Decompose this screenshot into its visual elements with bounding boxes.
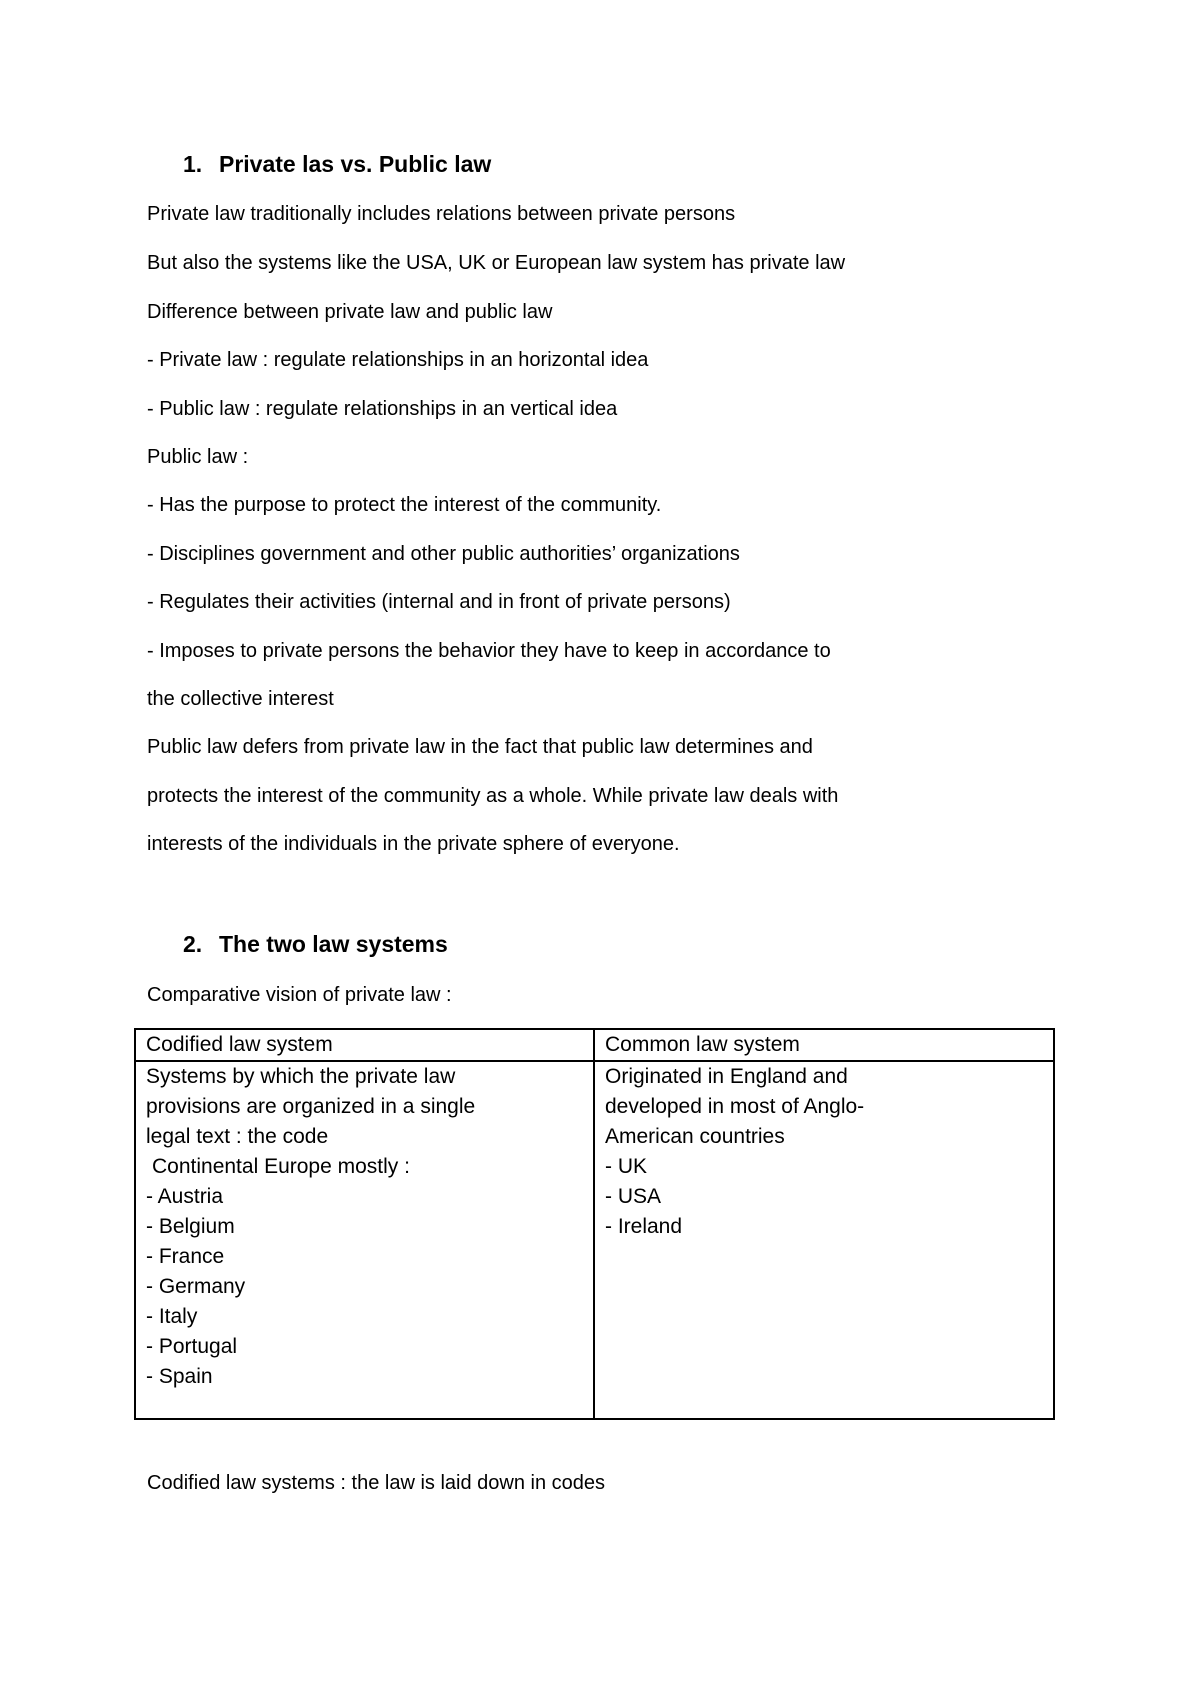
cell-line: legal text : the code: [146, 1125, 329, 1148]
cell-line: - UK: [605, 1155, 647, 1178]
law-systems-table: [134, 1028, 1055, 1420]
paragraph: - Disciplines government and other public authorities’ organizations: [147, 543, 740, 565]
section-1-title: Private las vs. Public law: [219, 151, 492, 177]
header-codified: Codified law system: [135, 1029, 594, 1061]
cell-line: American countries: [605, 1125, 785, 1148]
closing-paragraph: Codified law systems : the law is laid down in codes: [147, 1472, 605, 1494]
paragraph: Difference between private law and public law: [147, 301, 553, 323]
cell-line: - Germany: [146, 1275, 246, 1298]
cell-line: developed in most of Anglo-: [605, 1095, 865, 1118]
table-header-row: [135, 1029, 1054, 1061]
paragraph: - Has the purpose to protect the interest of the community.: [147, 494, 662, 516]
codified-cell: [135, 1061, 594, 1419]
paragraph: interests of the individuals in the private sphere of everyone.: [147, 833, 680, 855]
cell-line: - France: [146, 1245, 225, 1268]
header-common: Common law system: [594, 1029, 1054, 1061]
paragraph: Public law defers from private law in the fact that public law determines and: [147, 736, 813, 758]
table-intro: Comparative vision of private law :: [147, 984, 452, 1006]
paragraph: - Imposes to private persons the behavior they have to keep in accordance to: [147, 640, 831, 662]
section-2-number: 2.: [183, 931, 203, 957]
section-1-number: 1.: [183, 151, 203, 177]
cell-line: Continental Europe mostly :: [152, 1155, 410, 1178]
cell-line: - Portugal: [146, 1335, 238, 1358]
paragraph: - Public law : regulate relationships in an vertical idea: [147, 398, 618, 420]
paragraph: Public law :: [147, 446, 249, 468]
cell-line: - Italy: [146, 1305, 198, 1328]
paragraph: - Regulates their activities (internal and in front of private persons): [147, 591, 731, 613]
section-1-heading: [183, 150, 491, 178]
cell-line: - USA: [605, 1185, 662, 1208]
cell-line: - Ireland: [605, 1215, 683, 1238]
section-2-heading: [183, 930, 448, 958]
paragraph: - Private law : regulate relationships in an horizontal idea: [147, 349, 649, 371]
paragraph: But also the systems like the USA, UK or European law system has private law: [147, 252, 846, 274]
section-2-title: The two law systems: [219, 931, 448, 957]
cell-line: provisions are organized in a single: [146, 1095, 476, 1118]
common-cell: [594, 1061, 1054, 1419]
table-row: [135, 1061, 1054, 1419]
cell-line: Systems by which the private law: [146, 1065, 456, 1088]
paragraph: the collective interest: [147, 688, 334, 710]
paragraph: protects the interest of the community as a whole. While private law deals with: [147, 785, 839, 807]
paragraph: Private law traditionally includes relations between private persons: [147, 203, 736, 225]
cell-line: - Austria: [146, 1185, 224, 1208]
cell-line: Originated in England and: [605, 1065, 848, 1088]
cell-line: - Spain: [146, 1365, 213, 1388]
cell-line: - Belgium: [146, 1215, 235, 1238]
